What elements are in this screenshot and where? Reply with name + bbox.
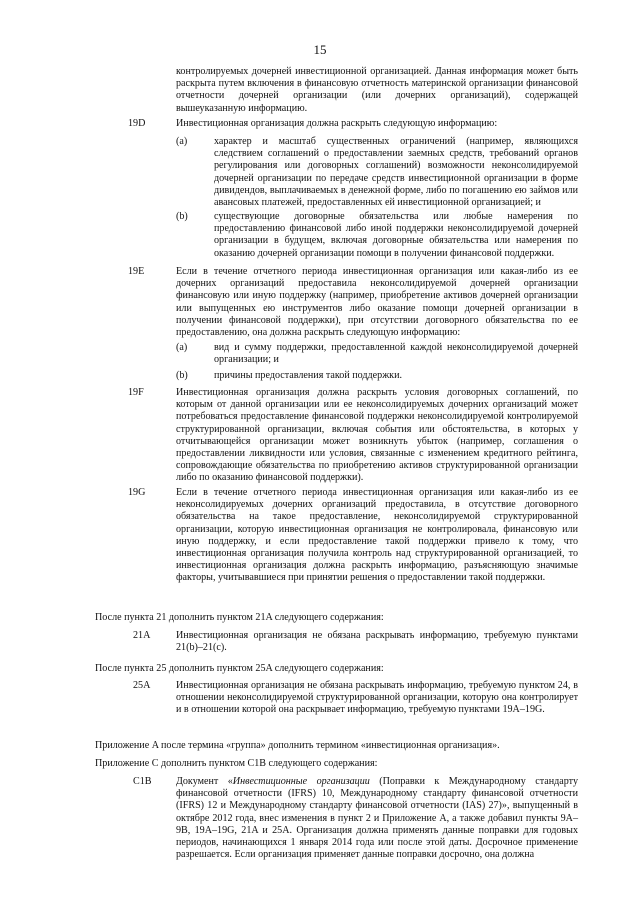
paragraph-19g-text: Если в течение отчетного периода инвестиционная организация или какая-либо из ее неконсолидируемых дочерних организаций предоставила, в отсутствие договорного обязательства на такое предоставление, неконсолидируемой структурированной организации, которую инвестиционная организация не контролировала, финансовую или иную поддержку, и если предоставление такой поддержки привело к тому, что инвестиционная организация получила контроль над структурированной организацией, то инвестиционная организация должна раскрыть информацию, разъясняющую значимые факторы, учитывавшиеся при принятии решения о предоставлении такой поддержки. <box>176 487 578 584</box>
instruction-after-21: После пункта 21 дополнить пунктом 21A следующего содержания: <box>95 612 384 623</box>
paragraph-number-25a: 25A <box>133 680 151 691</box>
paragraph-number-21a: 21A <box>133 630 151 641</box>
instruction-appendix-a: Приложение A после термина «группа» дополнить термином «инвестиционная организация». <box>95 740 500 751</box>
item-letter-19e-b: (b) <box>176 370 188 381</box>
paragraph-number-19f: 19F <box>128 387 144 398</box>
item-19e-a-text: вид и сумму поддержки, предоставленной каждой неконсолидируемой дочерней организации; и <box>214 342 578 366</box>
c1b-body: (Поправки к Международному стандарту финансовой отчетности (IFRS) 10, Международному стандарту финансовой отчетности (IFRS) 12 и Международному стандарту финансовой отчетности (IAS) 27)», выпущенный в октябре 2012 года, внес изменения в пункт 2 и Приложение A, а также добавил пункты 9A–9B, 19A–19G, 21A и 25A. Организация должна применять данные поправки для годовых периодов, начинающихся 1 января 2014 года или после этой даты. Досрочное применение разрешается. Если организация применяет данные поправки досрочно, она должна <box>176 776 578 861</box>
item-19e-b-text: причины предоставления такой поддержки. <box>214 370 403 381</box>
item-letter-19e-a: (a) <box>176 342 188 353</box>
paragraph-19d-text: Инвестиционная организация должна раскрыть следующую информацию: <box>176 118 498 129</box>
paragraph-number-19g: 19G <box>128 487 146 498</box>
paragraph-25a-text: Инвестиционная организация не обязана раскрывать информацию, требуемую пунктом 24, в отношении неконсолидируемой структурированной организации, которую она контролирует и в отношении которой она раскрывает информацию, требуемую пунктами 19A–19G. <box>176 680 578 716</box>
paragraph-number-c1b: C1B <box>133 776 152 787</box>
paragraph-19f-text: Инвестиционная организация должна раскрыть условия договорных соглашений, по которым от данной организации или ее неконсолидируемых дочерних организаций может потребоваться предоставление финансовой поддержки неконсолидируемой контролируемой структурированной организации, включая события или обстоятельства, в которых у отчитывающейся организации может возникнуть убыток (например, соглашения о предоставлении ликвидности или условия, связанные с изменением кредитного рейтинга, сопровождающие обязательства по приобретению активов структурированной организации либо по оказанию финансовой поддержки). <box>176 387 578 484</box>
page-number: 15 <box>313 42 327 57</box>
item-letter-19d-b: (b) <box>176 211 188 222</box>
paragraph-number-19e: 19E <box>128 266 145 277</box>
paragraph-21a-text: Инвестиционная организация не обязана раскрывать информацию, требуемую пунктами 21(b)–21(c). <box>176 630 578 654</box>
paragraph-number-19d: 19D <box>128 118 146 129</box>
instruction-after-25: После пункта 25 дополнить пунктом 25A следующего содержания: <box>95 663 384 674</box>
paragraph-c1b-text <box>176 776 578 861</box>
c1b-doc-prefix: Документ « <box>176 776 233 787</box>
instruction-appendix-c: Приложение C дополнить пунктом C1B следующего содержания: <box>95 758 378 769</box>
paragraph-19e-text: Если в течение отчетного периода инвестиционная организация или какая-либо из ее дочерних организаций предоставила неконсолидируемой дочерней организации финансовую или иную поддержку (например, приобретение активов дочерней организации или выпущенных ею инструментов либо оказание помощи дочерней организации в получении финансовой поддержки), при отсутствии договорного обязательства по ее предоставлению, она должна раскрыть следующую информацию: <box>176 266 578 339</box>
intro-paragraph: контролируемых дочерней инвестиционной организацией. Данная информация может быть раскрыта путем включения в финансовую отчетность материнской организации финансовой отчетности дочерней организации (или дочерних организаций), содержащей вышеуказанную информацию. <box>176 66 578 114</box>
c1b-doc-title: Инвестиционные организации <box>232 776 370 787</box>
item-19d-a-text: характер и масштаб существенных ограничений (например, являющихся следствием соглашений о предоставлении заемных средств, требований органов регулирования или договорных соглашений) возможности неконсолидируемой дочерней организации по передаче средств инвестиционной организации в форме дивидендов, выплачиваемых в денежной форме, либо по погашению ею займов или авансовых платежей, предоставленных ей инвестиционной организацией; и <box>214 136 578 209</box>
item-19d-b-text: существующие договорные обязательства или любые намерения по предоставлению финансовой либо иной поддержки неконсолидируемой дочерней организации в будущем, включая договорные обязательства или намерения по оказанию дочерней организации помощи в получении финансовой поддержки. <box>214 211 578 259</box>
item-letter-19d-a: (a) <box>176 136 188 147</box>
